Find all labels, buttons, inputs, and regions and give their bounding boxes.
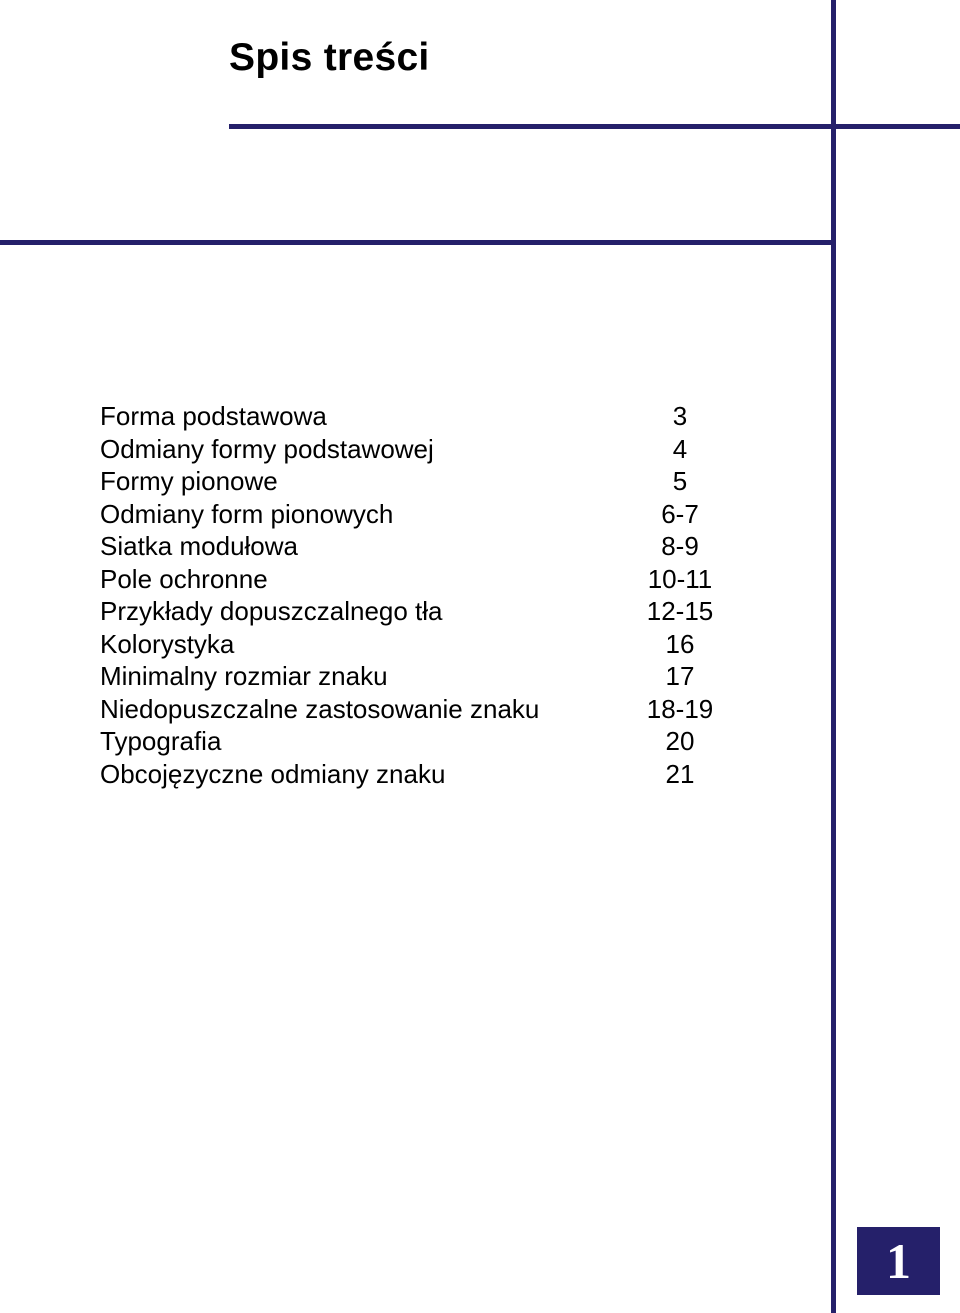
toc-entry-page: 8-9 [661, 531, 699, 561]
toc-entry-label: Niedopuszczalne zastosowanie znaku [100, 693, 540, 724]
vertical-divider [831, 0, 836, 1313]
toc-entry-page: 20 [665, 726, 695, 756]
toc-entry-page: 6-7 [661, 498, 699, 529]
toc-entry[interactable] [100, 498, 740, 531]
toc-entry-label: Odmiany formy podstawowej [100, 433, 434, 464]
horizontal-divider [0, 240, 831, 245]
toc-entry-page: 12-15 [646, 596, 714, 626]
toc-entry[interactable] [100, 563, 740, 596]
toc-entry[interactable] [100, 433, 740, 466]
toc-entry-label: Przykłady dopuszczalnego tła [100, 596, 443, 626]
table-of-contents [100, 400, 740, 790]
title-underline [229, 124, 960, 129]
toc-entry-label: Minimalny rozmiar znaku [100, 661, 388, 691]
toc-entry[interactable] [100, 530, 740, 563]
toc-entry-page: 21 [665, 758, 695, 789]
toc-entry[interactable] [100, 725, 740, 758]
toc-entry[interactable] [100, 400, 740, 433]
toc-entry-page: 10-11 [647, 563, 713, 594]
page-title: Spis treści [229, 36, 430, 79]
toc-entry-label: Pole ochronne [100, 563, 268, 594]
toc-entry-page: 5 [672, 466, 688, 496]
toc-entry[interactable] [100, 758, 740, 791]
toc-entry-label: Typografia [100, 726, 222, 756]
toc-entry-page: 18-19 [646, 693, 714, 724]
toc-entry-page: 4 [672, 433, 688, 464]
toc-entry[interactable] [100, 628, 740, 661]
toc-entry-label: Obcojęzyczne odmiany znaku [100, 758, 446, 789]
toc-entry-label: Siatka modułowa [100, 531, 298, 561]
toc-entry-label: Formy pionowe [100, 466, 278, 496]
toc-entry-label: Forma podstawowa [100, 401, 327, 431]
page-number-badge: 1 [857, 1227, 940, 1295]
toc-entry-page: 3 [672, 401, 688, 431]
toc-entry-page: 16 [665, 628, 695, 659]
toc-entry-label: Kolorystyka [100, 628, 235, 659]
toc-entry[interactable] [100, 693, 740, 726]
toc-entry[interactable] [100, 465, 740, 498]
toc-entry-page: 17 [665, 661, 695, 691]
toc-entry[interactable] [100, 595, 740, 628]
toc-entry-label: Odmiany form pionowych [100, 498, 394, 529]
toc-entry[interactable] [100, 660, 740, 693]
